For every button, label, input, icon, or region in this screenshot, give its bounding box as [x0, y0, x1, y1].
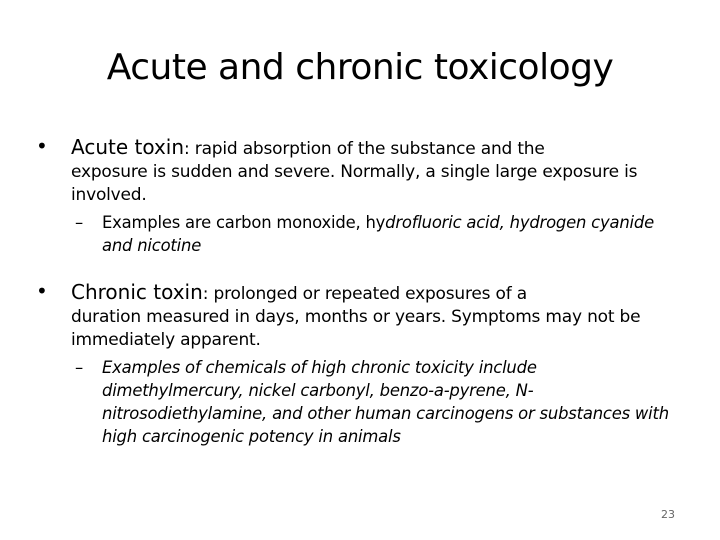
bullet-icon: •	[36, 134, 48, 158]
page-number: 23	[661, 508, 675, 521]
bullet-text-first: : rapid absorption of the substance and the	[184, 139, 545, 159]
sub-text-plain: Examples are carbon monoxide, hy	[102, 213, 386, 232]
bullet-chronic-toxin	[36, 279, 676, 448]
bullet-term: Acute toxin	[71, 135, 185, 159]
slide-title: Acute and chronic toxicology	[106, 47, 614, 88]
bullet-text-first: : prolonged or repeated exposures of a	[202, 284, 527, 304]
bullet-first-line	[71, 134, 676, 161]
dash-icon: –	[75, 358, 83, 377]
sub-bullet-text: Examples of chemicals of high chronic toxicity include dimethylmercury, nickel carbonyl, benzo-a-pyrene, N-nitrosodiethylamine, and other human carcinogens or substances with high carcinogenic potency in animals	[102, 358, 669, 446]
bullet-body	[71, 279, 676, 448]
bullet-acute-toxin	[36, 134, 676, 257]
sub-bullet-text	[102, 211, 676, 257]
bullet-text-rest: duration measured in days, months or years. Symptoms may not be immediately apparent.	[71, 307, 641, 350]
sub-text-italic: drofluoric acid, hydrogen cyanide and nicotine	[102, 213, 654, 255]
bullet-first-line	[71, 279, 676, 306]
bullet-icon: •	[36, 279, 48, 303]
bullet-body	[71, 134, 676, 257]
bullet-text-rest: exposure is sudden and severe. Normally, a single large exposure is involved.	[71, 162, 638, 205]
bullet-term: Chronic toxin	[71, 280, 203, 304]
dash-icon: –	[75, 213, 83, 232]
sub-bullet	[75, 356, 676, 448]
sub-bullet	[75, 211, 676, 257]
